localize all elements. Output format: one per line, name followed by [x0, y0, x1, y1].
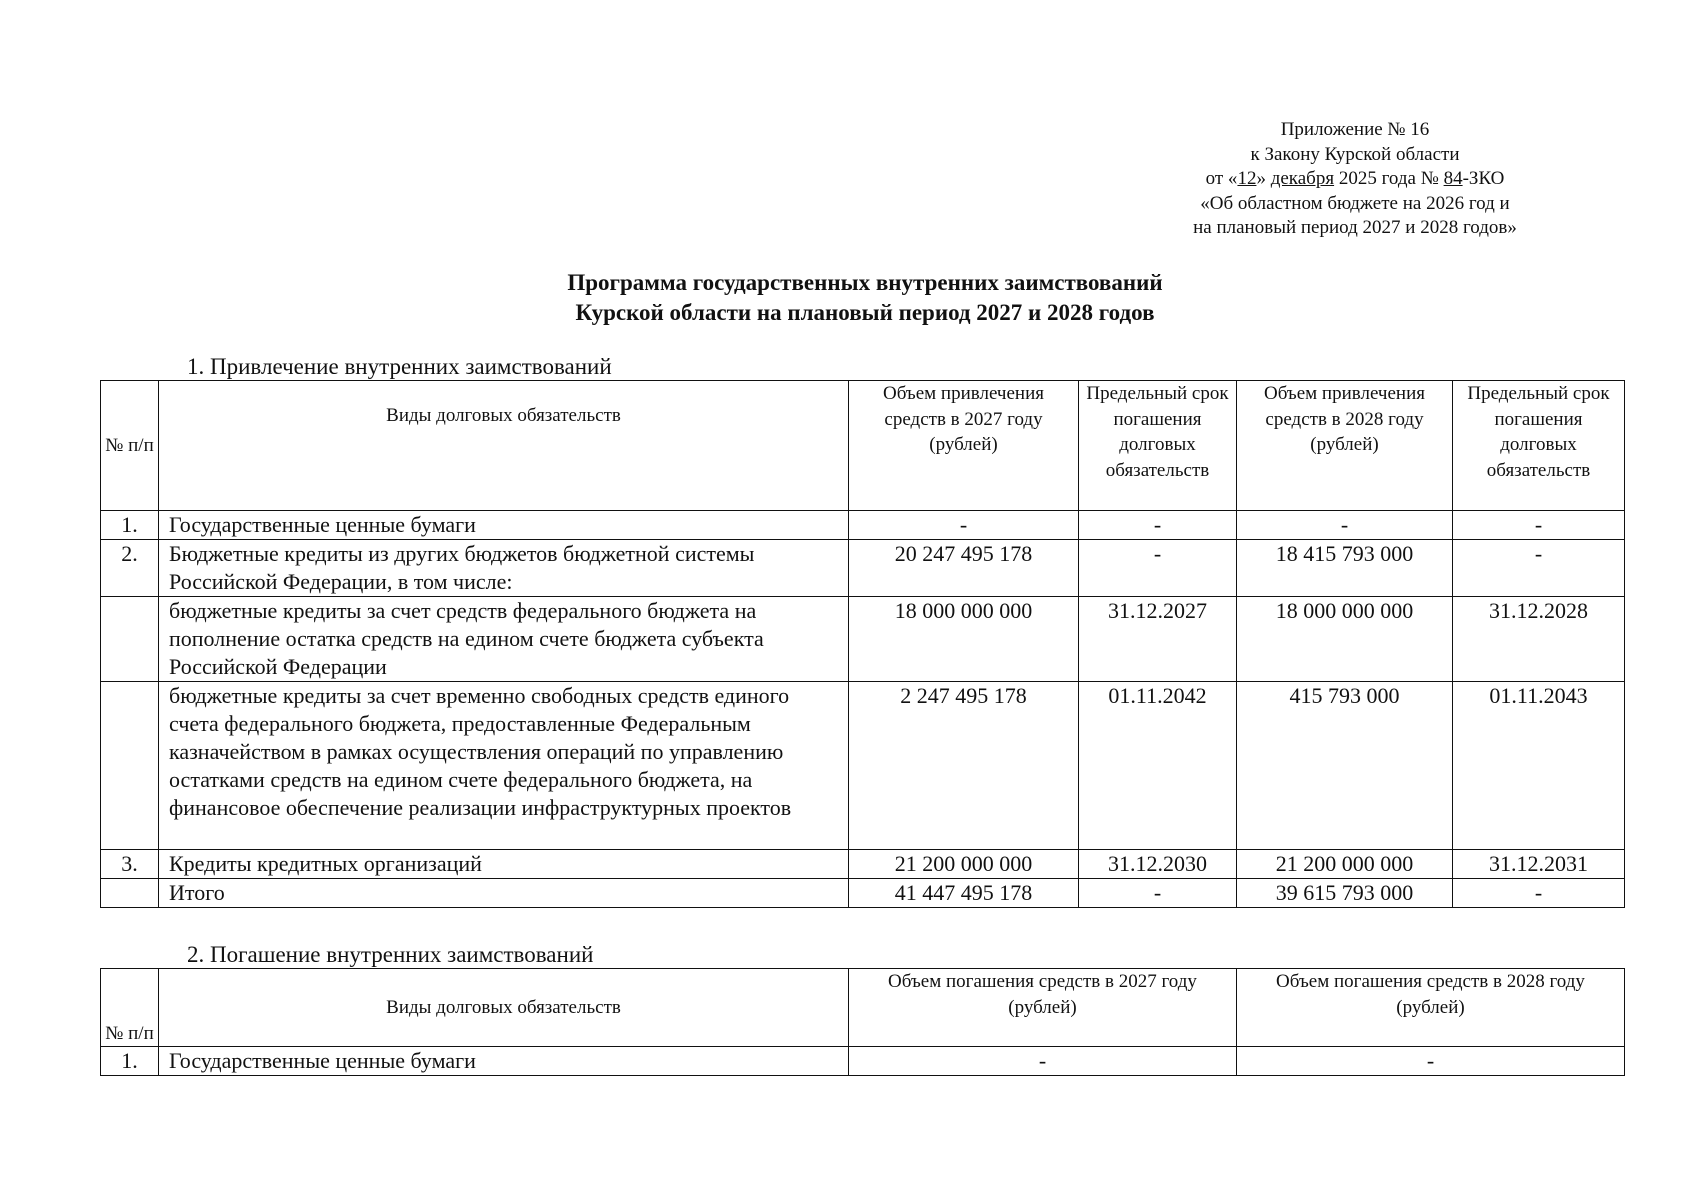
- annex-number: Приложение № 16: [1280, 119, 1430, 140]
- table-row: бюджетные кредиты за счет средств федерального бюджета на пополнение остатка средств на едином счете бюджета субъекта Российской Федерации 18 000 000 000 31.12.2027 18 000 000 000 31.12.2028: [101, 597, 1625, 682]
- total-row: Итого 41 447 495 178 - 39 615 793 000 -: [101, 879, 1625, 908]
- table-header-row: [101, 381, 1625, 511]
- annex-law-number: 84: [1443, 168, 1463, 189]
- document-title: [0, 268, 1697, 328]
- borrowings-repayment-table: [100, 968, 1625, 1076]
- header-repayment-2028: Объем погашения средств в 2028 году (рублей): [1237, 969, 1625, 1047]
- document-title-line2: Курской области на плановый период 2027 и 2028 годов: [575, 300, 1155, 325]
- section2-heading: 2. Погашение внутренних заимствований: [187, 942, 594, 967]
- header-num: № п/п: [101, 969, 159, 1047]
- annex-header: [1155, 118, 1555, 241]
- header-repayment-2027: Объем погашения средств в 2027 году (рублей): [849, 969, 1237, 1047]
- annex-day: 12: [1237, 168, 1257, 189]
- table-row: 1. Государственные ценные бумаги - - - -: [101, 511, 1625, 540]
- header-volume-2028: Объем привлечения средств в 2028 году (рублей): [1237, 381, 1453, 511]
- borrowings-attraction-table: [100, 380, 1625, 908]
- annex-date-line: от «12» декабря 2025 года № 84-ЗКО: [1205, 168, 1505, 189]
- header-term-2028: Предельный срок погашения долговых обязательств: [1453, 381, 1625, 511]
- header-num: № п/п: [101, 381, 159, 511]
- table-row: бюджетные кредиты за счет временно свободных средств единого счета федерального бюджета, предоставленные Федеральным казначейством в рамках осуществления операций по управлению остатками средств на едином счете федерального бюджета, на финансовое обеспечение реализации инфраструктурных проектов 2 247 495 178 01.11.2042 415 793 000 01.11.2043: [101, 682, 1625, 850]
- section1-heading: 1. Привлечение внутренних заимствований: [187, 354, 612, 379]
- table-header-row: [101, 969, 1625, 1047]
- header-kind: Виды долговых обязательств: [159, 381, 849, 511]
- annex-law-title-2: на плановый период 2027 и 2028 годов»: [1193, 217, 1517, 238]
- header-kind: Виды долговых обязательств: [159, 969, 849, 1047]
- table-row: 3. Кредиты кредитных организаций 21 200 000 000 31.12.2030 21 200 000 000 31.12.2031: [101, 850, 1625, 879]
- header-volume-2027: Объем привлечения средств в 2027 году (рублей): [849, 381, 1079, 511]
- header-term-2027: Предельный срок погашения долговых обязательств: [1079, 381, 1237, 511]
- table-row: 1. Государственные ценные бумаги - -: [101, 1047, 1625, 1076]
- annex-law: к Закону Курской области: [1250, 143, 1460, 165]
- annex-law-title-1: «Об областном бюджете на 2026 год и: [1200, 192, 1510, 214]
- table-row: 2. Бюджетные кредиты из других бюджетов бюджетной системы Российской Федерации, в том числе: 20 247 495 178 - 18 415 793 000 -: [101, 540, 1625, 597]
- document-title-line1: Программа государственных внутренних заимствований: [567, 270, 1163, 295]
- annex-month: декабря: [1270, 168, 1335, 189]
